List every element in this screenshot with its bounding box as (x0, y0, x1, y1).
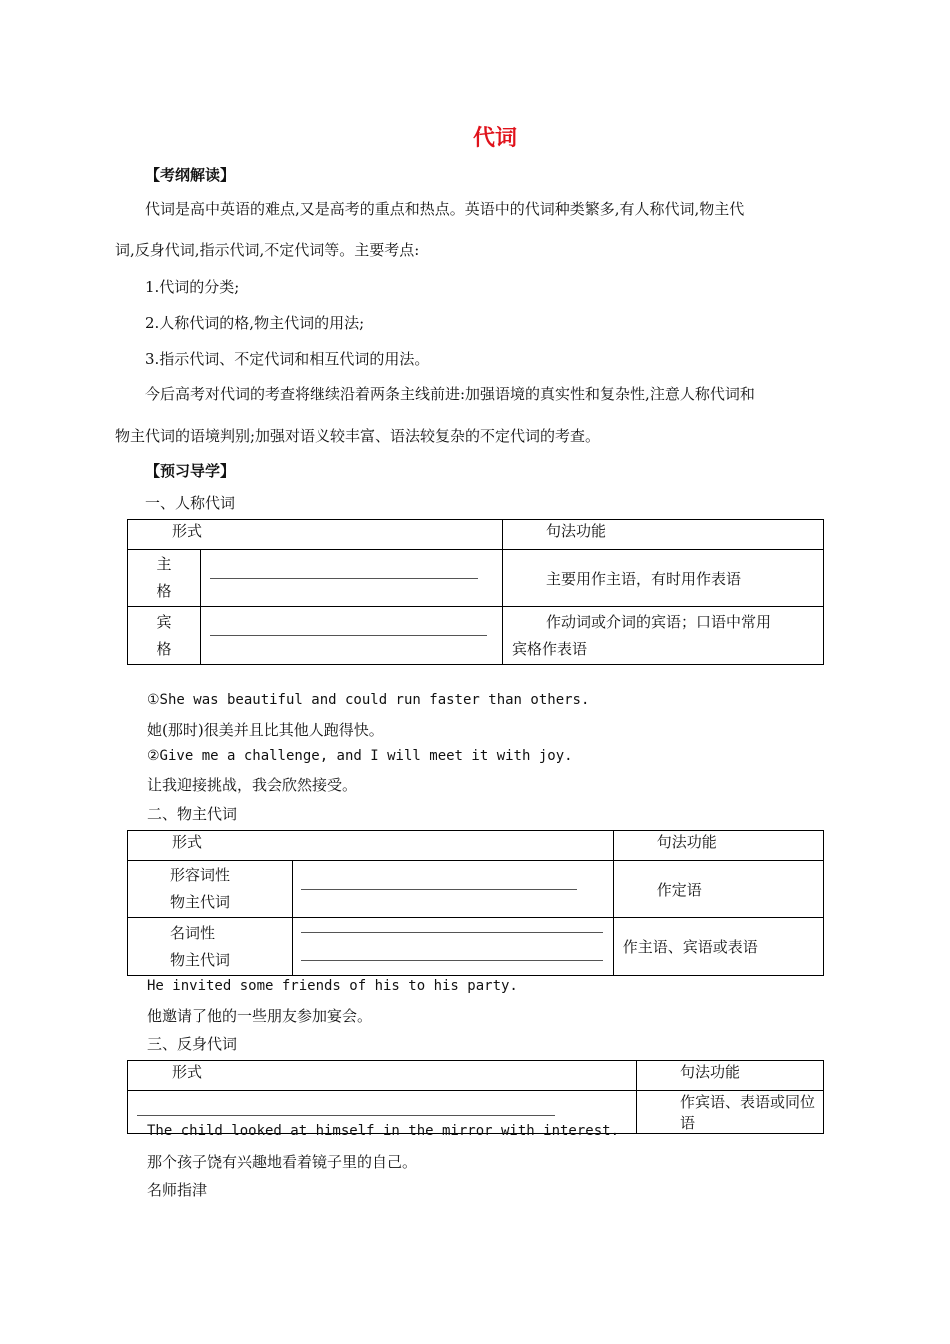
answer-blank[interactable] (210, 578, 478, 579)
function-cell (637, 1091, 824, 1134)
example-2-chinese: 让我迎接挑战，我会欣然接受。 (147, 776, 358, 794)
key-point-3: 3.指示代词、不定代词和相互代词的用法。 (145, 350, 430, 368)
label-char: 格 (156, 582, 172, 600)
label-char: 格 (156, 639, 172, 658)
intro-line-2: 词,反身代词,指示代词,不定代词等。主要考点: (115, 241, 420, 259)
function-header-text: 句法功能 (546, 522, 607, 540)
answer-blank[interactable] (301, 932, 603, 933)
answer-blank[interactable] (301, 960, 603, 961)
function-cell (503, 607, 824, 665)
section-preview-heading: 【预习导学】 (145, 462, 236, 480)
teacher-tips-heading: 名师指津 (147, 1181, 208, 1199)
function-header-text: 句法功能 (656, 833, 717, 851)
function-text: 作主语、宾语或表语 (622, 938, 758, 956)
row-adjective-possessive-label (128, 861, 293, 918)
possessive-example-chinese: 他邀请了他的一些朋友参加宴会。 (147, 1007, 373, 1025)
label-char: 宾 (156, 612, 172, 631)
col-form-header (128, 1061, 637, 1091)
col-form-header (128, 520, 503, 550)
example-1-chinese: 她(那时)很美并且比其他人跑得快。 (147, 721, 384, 739)
answer-cell[interactable] (293, 918, 613, 976)
function-header-text: 句法功能 (680, 1063, 741, 1081)
reflexive-example-chinese: 那个孩子饶有兴趣地看着镜子里的自己。 (147, 1153, 418, 1171)
function-text: 主要用作主语，有时用作表语 (546, 569, 742, 588)
form-header-text: 形式 (172, 1063, 203, 1081)
answer-blank[interactable] (137, 1115, 555, 1116)
personal-pronoun-heading: 一、人称代词 (145, 494, 236, 512)
label-char: 主 (156, 555, 172, 573)
col-function-header (613, 831, 823, 861)
row-object-case-label (128, 607, 201, 665)
function-text: 作动词或介词的宾语；口语中常用 (546, 612, 772, 631)
label-text: 物主代词 (170, 893, 231, 911)
function-cell (613, 861, 823, 918)
key-point-1: 1.代词的分类; (145, 278, 240, 296)
answer-cell[interactable] (293, 861, 613, 918)
label-text: 名词性 (170, 923, 216, 942)
future-line-2: 物主代词的语境判别;加强对语义较丰富、语法较复杂的不定代词的考查。 (115, 427, 601, 445)
answer-blank[interactable] (210, 635, 487, 636)
page-title: 代词 (472, 126, 517, 151)
label-text: 形容词性 (170, 866, 231, 884)
col-function-header (503, 520, 824, 550)
form-header-text: 形式 (172, 522, 203, 540)
label-text: 物主代词 (170, 950, 231, 969)
function-cell (613, 918, 823, 976)
form-header-text: 形式 (172, 833, 203, 851)
row-subject-case-label (128, 550, 201, 607)
row-noun-possessive-label (128, 918, 293, 976)
intro-line-1: 代词是高中英语的难点,又是高考的重点和热点。英语中的代词种类繁多,有人称代词,物主代 (145, 200, 745, 218)
future-line-1: 今后高考对代词的考查将继续沿着两条主线前进:加强语境的真实性和复杂性,注意人称代词和 (145, 385, 755, 403)
col-form-header (128, 831, 614, 861)
function-cell (503, 550, 824, 607)
answer-cell[interactable] (201, 550, 503, 607)
reflexive-example-english: The child looked at himself in the mirror with interest. (147, 1123, 620, 1139)
answer-blank[interactable] (301, 889, 577, 890)
section-syllabus-heading: 【考纲解读】 (145, 166, 236, 184)
key-point-2: 2.人称代词的格,物主代词的用法; (145, 314, 365, 332)
possessive-example-english: He invited some friends of his to his party. (147, 978, 518, 994)
function-text: 作宾语、表语或同位语 (680, 1093, 816, 1132)
personal-pronoun-table (127, 519, 824, 665)
answer-cell[interactable] (201, 607, 503, 665)
possessive-pronoun-heading: 二、物主代词 (147, 805, 238, 823)
example-1-english: ①She was beautiful and could run faster than others. (147, 692, 590, 708)
possessive-pronoun-table (127, 830, 824, 976)
example-2-english: ②Give me a challenge, and I will meet it with joy. (147, 748, 573, 764)
function-text: 作定语 (656, 880, 702, 899)
function-text: 宾格作表语 (512, 639, 588, 658)
col-function-header (637, 1061, 824, 1091)
reflexive-pronoun-heading: 三、反身代词 (147, 1035, 238, 1053)
